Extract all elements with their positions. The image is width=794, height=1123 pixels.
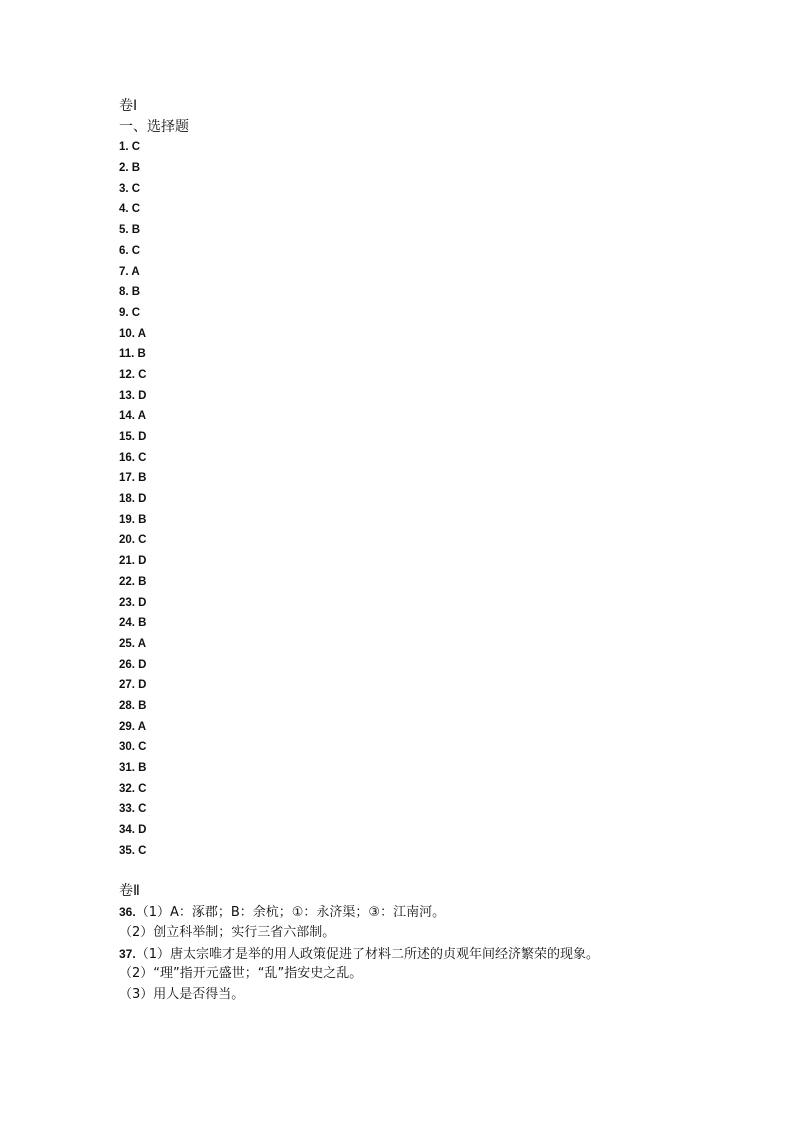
answer-item: 5. B — [119, 224, 141, 237]
answer-item: 30. C — [119, 741, 147, 754]
question-37-part-1-text: （1）唐太宗唯才是举的用人政策促进了材料二所述的贞观年间经济繁荣的现象。 — [135, 946, 599, 962]
answer-item: 18. D — [119, 493, 147, 506]
answer-item: 29. A — [119, 720, 147, 733]
section2-title: 卷Ⅱ — [119, 883, 140, 900]
answer-item: 22. B — [119, 575, 147, 588]
answer-item: 28. B — [119, 699, 147, 712]
answer-item: 27. D — [119, 679, 147, 692]
answer-item: 1. C — [119, 141, 141, 154]
answer-item: 26. D — [119, 658, 147, 671]
question-37-part-3: （3）用人是否得当。 — [119, 986, 245, 1002]
answer-list — [119, 137, 759, 861]
answer-item: 6. C — [119, 244, 141, 257]
section-spacer — [119, 861, 759, 881]
answer-item: 12. C — [119, 368, 147, 381]
answer-item: 10. A — [119, 327, 147, 340]
answer-item: 11. B — [119, 348, 146, 361]
question-36-number: 36. — [119, 905, 136, 920]
answer-key-page — [119, 96, 759, 1006]
answer-item: 16. C — [119, 451, 147, 464]
answer-item: 13. D — [119, 389, 147, 402]
answer-item: 20. C — [119, 534, 147, 547]
answer-item: 17. B — [119, 472, 147, 485]
answer-item: 19. B — [119, 513, 147, 526]
section1-title: 卷Ⅰ — [119, 98, 138, 114]
question-36-part-1 — [119, 902, 759, 923]
question-37-part-1 — [119, 944, 759, 965]
answer-item: 2. B — [119, 162, 141, 175]
answer-item: 4. C — [119, 203, 141, 216]
question-37-number: 37. — [119, 946, 136, 961]
answer-item: 21. D — [119, 555, 147, 568]
answer-item: 8. B — [119, 286, 141, 299]
answer-item: 24. B — [119, 617, 147, 630]
answer-item: 3. C — [119, 182, 141, 195]
answer-item: 34. D — [119, 824, 147, 837]
answer-item: 15. D — [119, 431, 147, 443]
answer-item: 31. B — [119, 762, 147, 774]
answer-item: 32. C — [119, 782, 147, 795]
answer-item: 33. C — [119, 803, 147, 816]
answer-item: 14. A — [119, 410, 147, 423]
question-36-part-2: （2）创立科举制；实行三省六部制。 — [119, 924, 336, 940]
answer-item: 7. A — [119, 265, 140, 278]
question-36-part-1-text: A：涿郡；B：余杭；①：永济渠；③：江南河。 — [169, 905, 446, 921]
answer-item: 9. C — [119, 306, 141, 319]
section1-subtitle: 一、选择题 — [119, 118, 189, 135]
question-37-part-2: （2）“理”指开元盛世；“乱”指安史之乱。 — [119, 966, 363, 982]
answer-item: 23. D — [119, 596, 147, 609]
question-36-part-1-label: （1） — [135, 905, 170, 921]
answer-item: 35. C — [119, 844, 147, 857]
answer-item: 25. A — [119, 637, 147, 650]
